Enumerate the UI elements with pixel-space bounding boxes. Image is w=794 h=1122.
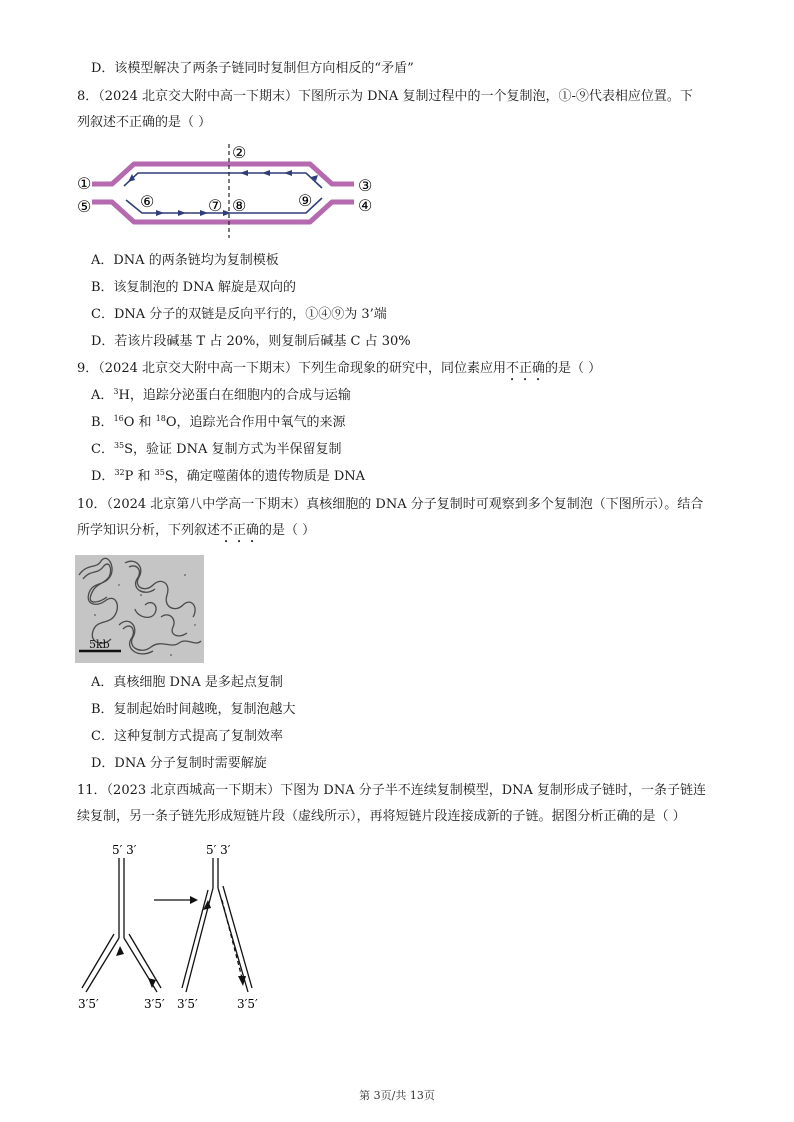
q8-option-c: C．DNA 分子的双链是反向平行的，①④⑨为 3’端 <box>91 307 387 322</box>
q9-emphasis: 不正确 <box>506 361 546 376</box>
label-6: ⑥ <box>140 192 155 211</box>
left-bottom-left-label: 3′5′ <box>78 997 99 1011</box>
q10-option-a: A．真核细胞 DNA 是多起点复制 <box>91 675 283 690</box>
q10-option-d: D．DNA 分子复制时需要解旋 <box>91 756 267 771</box>
q10-stem-line1: 10．（2024 北京第八中学高一下期末）真核细胞的 DNA 分子复制时可观察到多个复制泡（下图所示）。结合 <box>77 497 704 512</box>
label-3: ③ <box>358 176 373 195</box>
q10-option-c: C．这种复制方式提高了复制效率 <box>91 729 283 744</box>
q8-option-d: D．若该片段碱基 T 占 20%，则复制后碱基 C 占 30% <box>91 334 411 349</box>
upper-arrowheads <box>128 170 318 182</box>
right-bottom-left-label: 3′5′ <box>177 997 198 1011</box>
q9-option-b: B．$^{16}$O 和 $^{18}$O，追踪光合作用中氧气的来源 <box>91 414 346 430</box>
right-top-label: 5′ 3′ <box>206 843 231 857</box>
q9-option-a: A．$^3$H，追踪分泌蛋白在细胞内的合成与运输 <box>91 387 351 403</box>
q10-stem-line2: 所学知识分析，下列叙述不正确的是（ ） <box>77 523 316 538</box>
scale-label: 5kb <box>89 638 110 651</box>
replication-bubble-diagram <box>72 140 392 240</box>
label-4: ④ <box>358 196 373 215</box>
q8-option-a: A．DNA 的两条链均为复制模板 <box>91 253 279 268</box>
label-5: ⑤ <box>77 197 92 216</box>
q10-emphasis: 不正确 <box>220 523 260 538</box>
q8-stem-line1: 8．（2024 北京交大附中高一下期末）下图所示为 DNA 复制过程中的一个复制泡，①-⑨代表相应位置。下 <box>77 89 693 104</box>
micrograph-image <box>75 555 204 663</box>
q8-stem-line2: 列叙述不正确的是（ ） <box>77 115 212 130</box>
q9-stem: 9．（2024 北京交大附中高一下期末）下列生命现象的研究中，同位素应用不正确的是（ ） <box>77 361 602 376</box>
q11-stem-line2: 续复制，另一条子链先形成短链片段（虚线所示），再将短链片段连接成新的子链。据图分析正确的是（ ） <box>77 809 686 824</box>
q9-option-d: D．$^{32}$P 和 $^{35}$S，确定噬菌体的遗传物质是 DNA <box>91 468 366 484</box>
label-2: ② <box>232 143 247 162</box>
left-bottom-right-label: 3′5′ <box>144 997 165 1011</box>
label-9: ⑨ <box>298 191 313 210</box>
label-8: ⑧ <box>232 196 247 215</box>
q9-option-c: C．$^{35}$S，验证 DNA 复制方式为半保留复制 <box>91 441 342 457</box>
q11-stem-line1: 11．（2023 北京西城高一下期末）下图为 DNA 分子半不连续复制模型，DNA 复制形成子链时，一条子链连 <box>77 783 707 798</box>
label-1: ① <box>77 174 92 193</box>
upper-daughter-strand <box>124 173 322 188</box>
page-footer: 第 3页/共 13页 <box>359 1089 435 1102</box>
left-top-label: 5′ 3′ <box>112 843 137 857</box>
q8-option-b: B．该复制泡的 DNA 解旋是双向的 <box>91 280 297 295</box>
right-bottom-right-label: 3′5′ <box>237 997 258 1011</box>
semi-discontinuous-replication-diagram <box>72 838 272 1018</box>
label-7: ⑦ <box>208 196 223 215</box>
q7-option-d: D．该模型解决了两条子链同时复制但方向相反的“矛盾” <box>91 61 414 76</box>
q10-option-b: B．复制起始时间越晚，复制泡越大 <box>91 702 296 717</box>
